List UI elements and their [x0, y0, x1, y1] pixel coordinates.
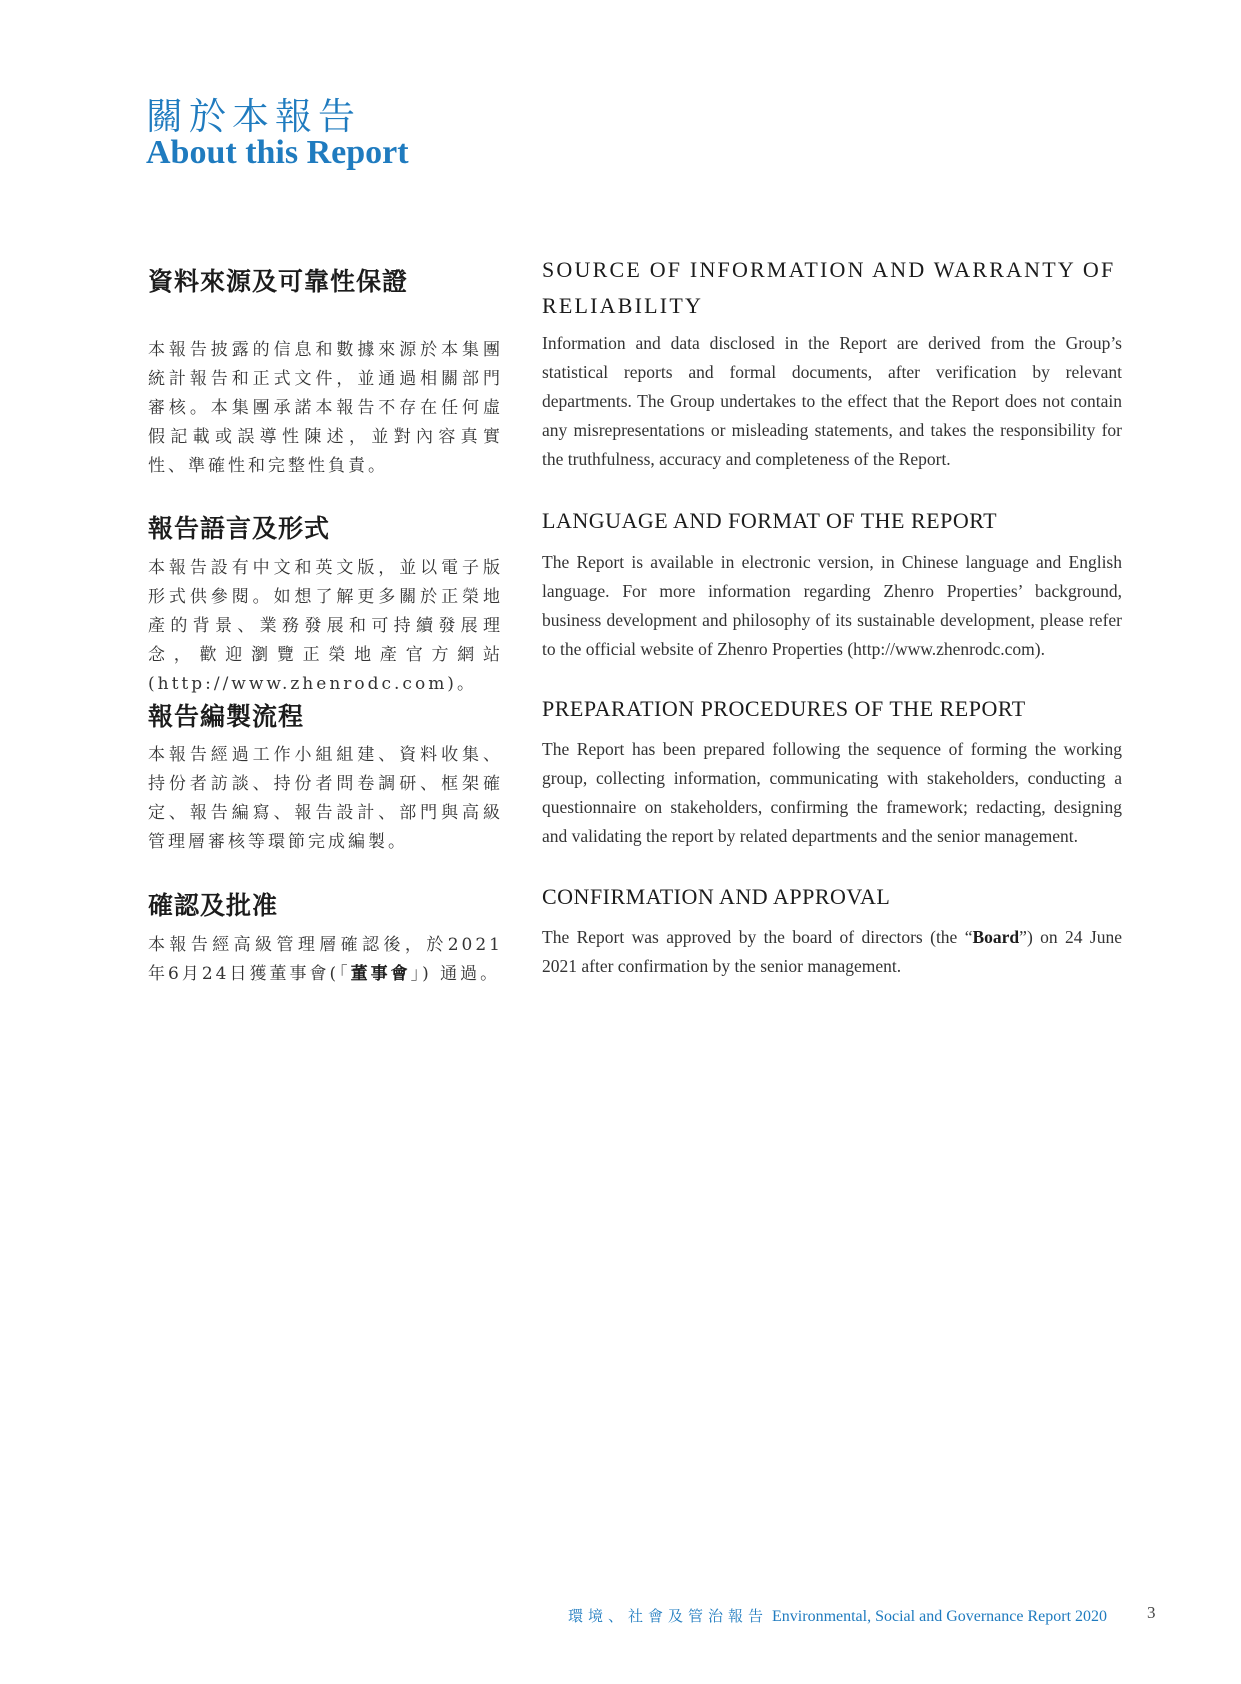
section-heading-approval-en: CONFIRMATION AND APPROVAL	[542, 884, 891, 909]
section-body-source-en: Information and data disclosed in the Report are derived from the Group’s statistical reports and formal documents, after verification by relevant departments. The Group undertakes to the effect that the Report does not contain any misrepresentations or misleading statements, and takes the responsibility for the truthfulness, accuracy and completeness of the Report.	[542, 333, 1122, 469]
section-heading-preparation-en: PREPARATION PROCEDURES OF THE REPORT	[542, 696, 1026, 721]
approval-zh-text-pre: 本報告經高級管理層確認後，於2021年6月24日獲董事會(「	[148, 935, 503, 984]
section-body-language-zh: 本報告設有中文和英文版，並以電子版形式供參閱。如想了解更多關於正榮地產的背景、業務發展和可持續發展理念，歡迎瀏覽正榮地產官方網站 (http://www.zhenrodc.com)。	[148, 558, 503, 694]
approval-en-text-post: ”) on 24 June 2021 after confirmation by the senior management.	[542, 927, 1122, 976]
section-body-approval-en	[542, 923, 1122, 981]
section-heading-language-zh: 報告語言及形式	[148, 514, 331, 543]
approval-zh-text-post: 」) 通過。	[410, 964, 501, 984]
approval-zh-board-term: 董事會	[350, 964, 411, 984]
section-body-source-zh: 本報告披露的信息和數據來源於本集團統計報告和正式文件，並通過相關部門審核。本集團承諾本報告不存在任何虛假記載或誤導性陳述，並對內容真實性、準確性和完整性負責。	[148, 340, 503, 476]
page-title-chinese: 關於本報告	[146, 95, 361, 138]
footer-report-name-zh: 環境、社會及管治報告	[568, 1607, 769, 1625]
approval-en-text-pre: The Report was approved by the board of directors (the “	[542, 927, 973, 947]
section-heading-source-zh: 資料來源及可靠性保證	[148, 267, 409, 296]
section-heading-preparation-zh: 報告編製流程	[148, 702, 305, 731]
section-body-language-en: The Report is available in electronic version, in Chinese language and English language. For more information regarding Zhenro Properties’ background, business development and philosophy of its sustainable development, please refer to the official website of Zhenro Properties (http://www.zhenrodc.com).	[542, 552, 1122, 659]
page-number: 3	[1147, 1603, 1156, 1622]
approval-en-board-term: Board	[972, 927, 1020, 947]
section-heading-source-en: SOURCE OF INFORMATION AND WARRANTY OF RELIABILITY	[542, 257, 1116, 318]
section-body-approval-zh	[148, 931, 503, 989]
page-footer	[568, 1605, 1168, 1626]
section-body-preparation-zh: 本報告經過工作小組組建、資料收集、持份者訪談、持份者問卷調研、框架確定、報告編寫、報告設計、部門與高級管理層審核等環節完成編製。	[148, 745, 503, 852]
section-heading-language-en: LANGUAGE AND FORMAT OF THE REPORT	[542, 508, 998, 533]
section-heading-approval-zh: 確認及批准	[148, 891, 279, 920]
page-title-english: About this Report	[146, 134, 409, 171]
footer-report-name-en: Environmental, Social and Governance Report 2020	[772, 1608, 1108, 1625]
section-body-preparation-en: The Report has been prepared following the sequence of forming the working group, collecting information, communicating with stakeholders, conducting a questionnaire on stakeholders, confirming the framework; redacting, designing and validating the report by related departments and the senior management.	[542, 739, 1122, 846]
